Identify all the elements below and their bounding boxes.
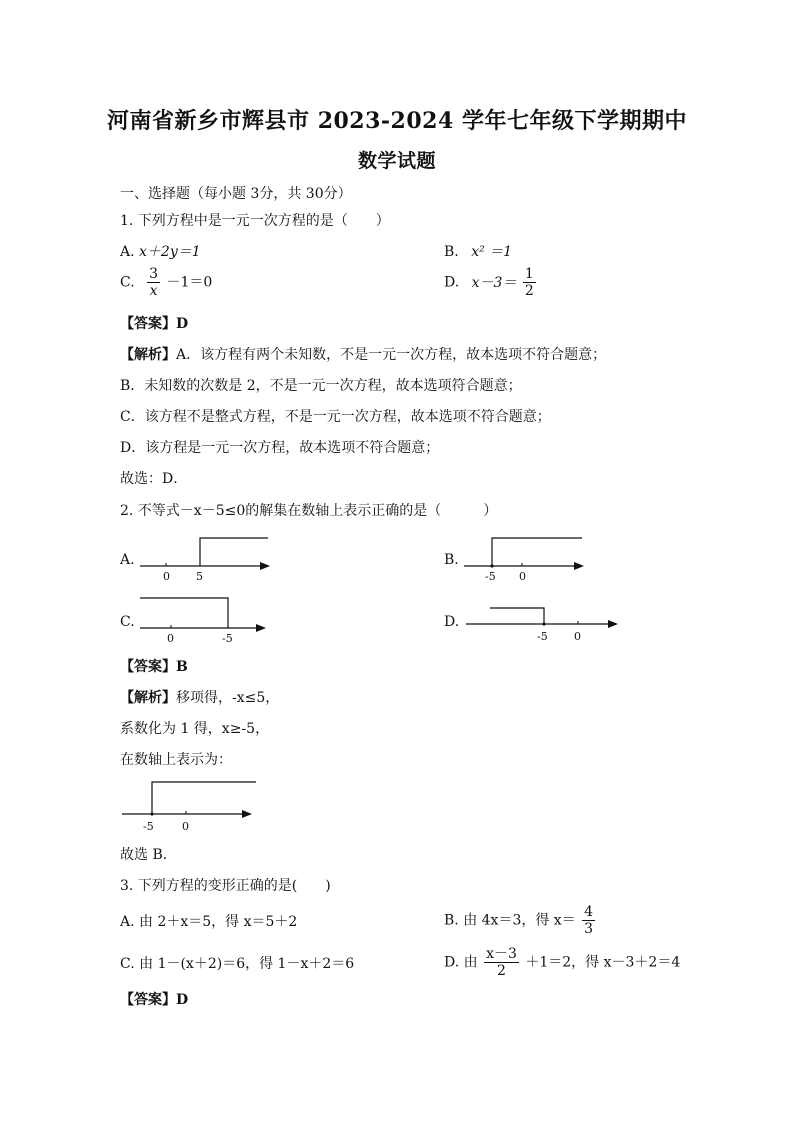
q2-b-label: B. <box>444 552 459 568</box>
q2-d-tick-0: 0 <box>574 630 581 643</box>
q2-c-tick-0: 0 <box>167 632 174 645</box>
q3-b-denominator: 3 <box>584 921 594 937</box>
q1-c-denominator: x <box>149 283 158 299</box>
q1-stem: 1. 下列方程中是一元一次方程的是（ ） <box>120 213 390 229</box>
q2-analysis-tag: 【解析】 <box>120 690 176 706</box>
q1-conclusion: 故选：D． <box>120 471 188 487</box>
q3-b-numerator: 4 <box>584 904 594 920</box>
q2-solution-tick-neg5: -5 <box>143 820 154 833</box>
q2-a-label: A. <box>120 552 135 568</box>
q3-answer: 【答案】D <box>120 992 189 1008</box>
q1-a-text: x＋2y＝1 <box>139 244 201 260</box>
q2-b-number-line <box>460 532 590 584</box>
q2-conclusion: 故选 B． <box>120 847 177 863</box>
q3-d-post: ＋1＝2，得 x－3＋2＝4 <box>525 954 681 971</box>
q3-stem: 3. 下列方程的变形正确的是( ) <box>120 878 331 894</box>
q1-c-rest: －1＝0 <box>166 274 213 291</box>
q3-d-denominator: 2 <box>497 963 506 979</box>
q1-option-a <box>120 242 201 262</box>
q2-analysis-line-3: 在数轴上表示为： <box>120 752 232 768</box>
q3-b-pre: B. 由 4x＝3，得 x＝ <box>444 912 576 929</box>
q1-option-d <box>444 266 538 299</box>
q2-answer: 【答案】B <box>120 659 188 675</box>
q2-solution-number-line <box>118 774 264 836</box>
q1-c-numerator: 3 <box>149 266 159 282</box>
q2-solution-tick-0: 0 <box>182 820 189 833</box>
q2-b-tick-0: 0 <box>519 570 526 583</box>
q2-b-tick-neg5: -5 <box>485 570 496 583</box>
q1-analysis-line-4: D．该方程是一元一次方程，故本选项不符合题意； <box>120 440 440 456</box>
q1-analysis-text-1: A．该方程有两个未知数，不是一元一次方程，故本选项不符合题意； <box>176 347 607 363</box>
section-heading: 一、选择题（每小题 3分，共 30分） <box>120 186 352 202</box>
q1-answer: 【答案】D <box>120 316 189 332</box>
q2-analysis-line-1 <box>120 688 279 708</box>
q2-a-tick-5: 5 <box>196 570 203 583</box>
q1-analysis-line-1 <box>120 345 606 365</box>
q1-analysis-line-3: C．该方程不是整式方程，不是一元一次方程，故本选项不符合题意； <box>120 409 551 425</box>
q2-c-number-line <box>136 592 272 646</box>
q1-d-denominator: 2 <box>524 283 534 299</box>
q1-option-c <box>120 266 212 299</box>
q2-d-label: D. <box>444 614 460 630</box>
q3-option-d <box>444 946 680 979</box>
q2-a-number-line <box>136 532 276 584</box>
q1-analysis-line-2: B．未知数的次数是 2，不是一元一次方程，故本选项符合题意； <box>120 378 522 394</box>
page-subtitle: 数学试题 <box>357 150 436 172</box>
q3-d-pre: D. 由 <box>444 954 478 971</box>
q1-d-pre: x－3＝ <box>471 274 517 291</box>
q3-option-a: A. 由 2＋x＝5，得 x＝5＋2 <box>120 914 298 930</box>
q2-c-label: C. <box>120 614 135 630</box>
q2-stem: 2. 不等式－x－5≤0的解集在数轴上表示正确的是（ ） <box>120 503 498 519</box>
q1-option-b <box>444 242 512 262</box>
page-title: 河南省新乡市辉县市 2023-2024 学年七年级下学期期中 <box>107 108 687 134</box>
q2-d-number-line <box>462 600 624 646</box>
q2-c-tick-neg5: -5 <box>222 632 233 645</box>
q2-d-tick-neg5: -5 <box>537 630 548 643</box>
q1-b-text: x² ＝1 <box>471 244 513 260</box>
q2-analysis-text-1: 移项得，-x≤5， <box>176 690 280 706</box>
q1-d-label: D. <box>444 274 460 291</box>
q2-analysis-line-2: 系数化为 1 得，x≥-5， <box>120 721 270 737</box>
q1-b-label: B. <box>444 244 459 260</box>
q1-analysis-tag: 【解析】 <box>120 347 176 363</box>
q1-a-label: A. <box>120 244 135 260</box>
q3-option-c: C. 由 1－(x＋2)＝6，得 1－x＋2＝6 <box>120 956 355 972</box>
q1-d-numerator: 1 <box>524 266 534 282</box>
q1-c-label: C. <box>120 274 135 291</box>
q2-a-tick-0: 0 <box>163 570 170 583</box>
q3-option-b <box>444 904 597 937</box>
q3-d-numerator: x－3 <box>486 946 517 962</box>
